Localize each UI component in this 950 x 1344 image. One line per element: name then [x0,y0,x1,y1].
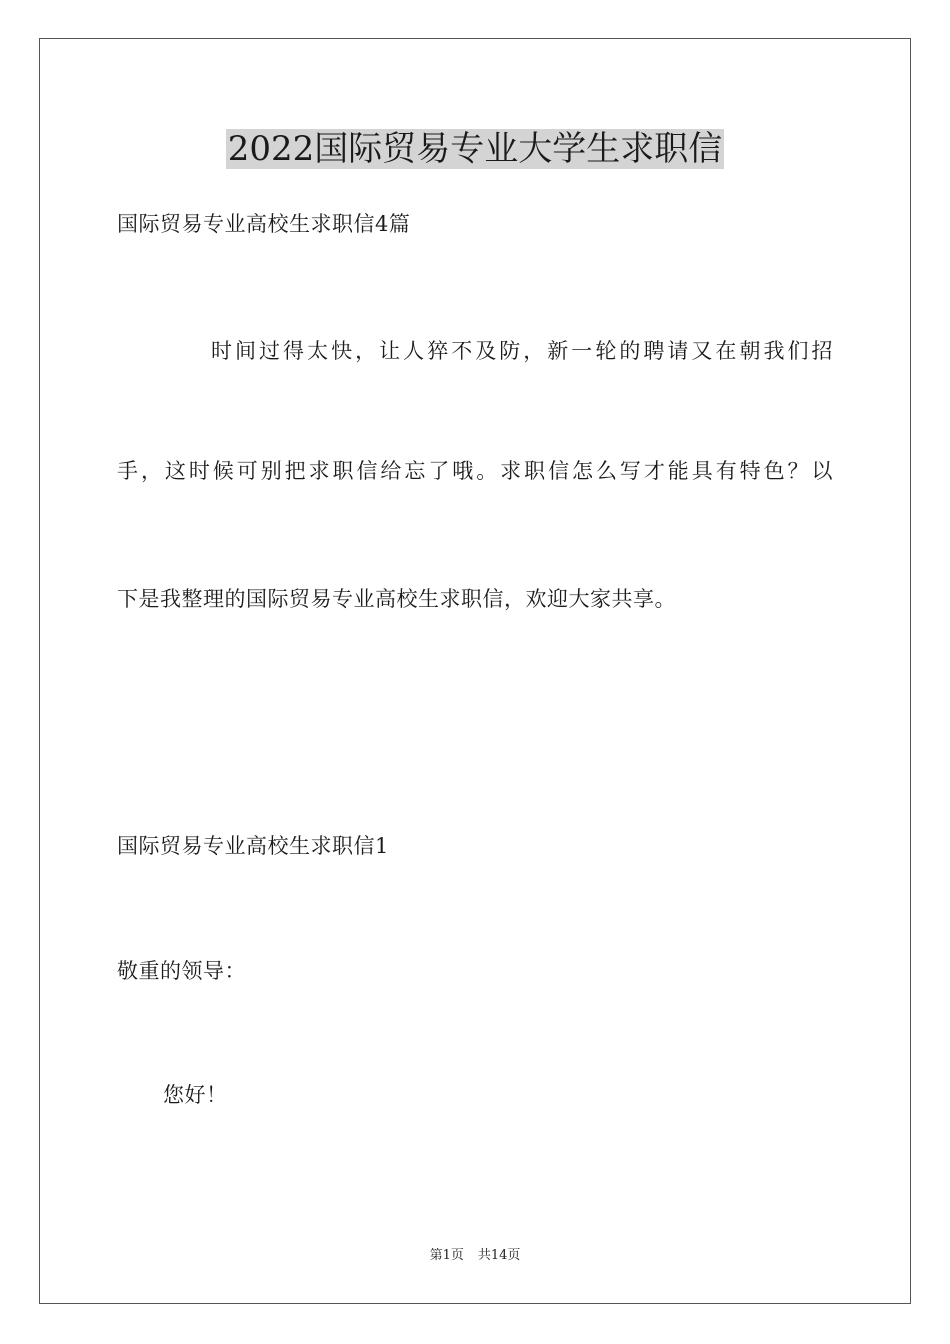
document-title [0,127,950,171]
intro-line-2: 手，这时候可别把求职信给忘了哦。求职信怎么写才能具有特色？以 [117,459,833,483]
document-subtitle: 国际贸易专业高校生求职信4篇 [117,212,411,236]
greeting: 您好！ [163,1083,228,1107]
page-number-total: 共14页 [477,1248,521,1263]
document-title-text: 2022国际贸易专业大学生求职信 [227,129,723,169]
section-heading: 国际贸易专业高校生求职信1 [117,834,389,858]
intro-line-3: 下是我整理的国际贸易专业高校生求职信，欢迎大家共享。 [117,587,676,611]
salutation: 敬重的领导： [117,959,246,983]
page-number-current: 第1页 [429,1248,464,1263]
intro-line-1: 时间过得太快，让人猝不及防，新一轮的聘请又在朝我们招 [211,339,833,363]
page-footer [0,1247,950,1265]
